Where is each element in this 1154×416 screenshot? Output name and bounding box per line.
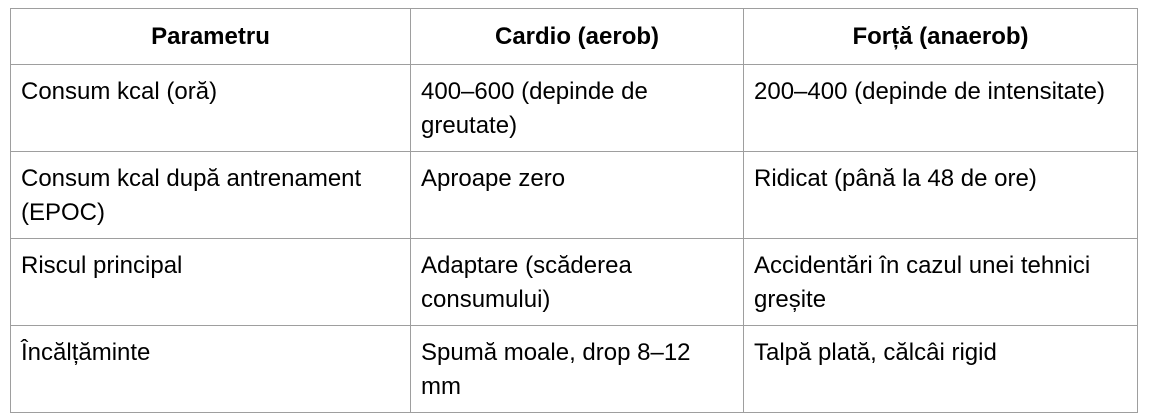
header-parameter: Parametru [11,9,411,65]
cell-parameter: Riscul principal [11,239,411,326]
cell-parameter: Consum kcal (oră) [11,65,411,152]
cell-strength: Talpă plată, călcâi rigid [744,326,1138,413]
cell-cardio: Aproape zero [411,152,744,239]
cell-cardio: 400–600 (depinde de greutate) [411,65,744,152]
cell-parameter: Consum kcal după antrenament (EPOC) [11,152,411,239]
table-row [11,152,1138,239]
cell-strength: Accidentări în cazul unei tehnici greșite [744,239,1138,326]
cell-strength: Ridicat (până la 48 de ore) [744,152,1138,239]
header-cardio: Cardio (aerob) [411,9,744,65]
cell-cardio: Adaptare (scăderea consumului) [411,239,744,326]
cell-parameter: Încălțăminte [11,326,411,413]
table-row [11,65,1138,152]
header-strength: Forță (anaerob) [744,9,1138,65]
cell-cardio: Spumă moale, drop 8–12 mm [411,326,744,413]
table-row [11,326,1138,413]
header-row [11,9,1138,65]
cell-strength: 200–400 (depinde de intensitate) [744,65,1138,152]
table-row [11,239,1138,326]
comparison-table [10,8,1138,413]
